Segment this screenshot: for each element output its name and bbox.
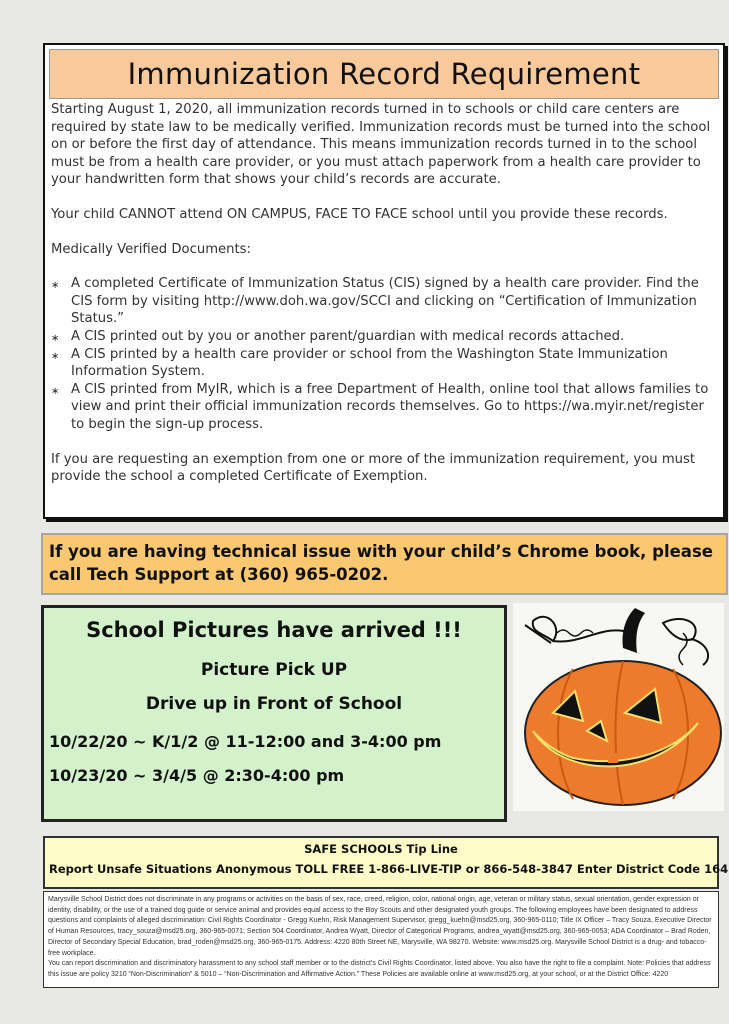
non-discrimination-notice — [43, 891, 719, 988]
pictures-drive-up: Drive up in Front of School — [145, 694, 403, 714]
jack-o-lantern-icon — [513, 603, 724, 811]
immunization-paragraph-1: Starting August 1, 2020, all immunization records turned in to schools or child care centers are required by state law to be medically verified. Immunization records must be turned into the school on or before the first day of attendance. This means immunization records turned in to the school must be from a health care provider, or you must attach paperwork from a health care provider to your handwritten form that shows your child’s records are accurate. — [51, 102, 711, 188]
list-item — [51, 381, 717, 434]
bullet-star-icon: ∗ — [51, 385, 60, 397]
list-item — [51, 275, 717, 328]
list-item-text: A CIS printed out by you or another parent/guardian with medical records attached. — [71, 328, 625, 344]
safe-schools-contact: Report Unsafe Situations Anonymous TOLL FREE 1-866-LIVE-TIP or 866-548-3847 Enter District Code 164 — [49, 862, 729, 876]
immunization-paragraph-3: If you are requesting an exemption from one or more of the immunization requirement, you must provide the school a completed Certificate of Exemption. — [51, 451, 696, 485]
immunization-section — [43, 43, 725, 519]
page-title: Immunization Record Requirement — [127, 57, 641, 91]
school-pictures-section — [41, 605, 507, 822]
documents-list — [51, 275, 717, 433]
list-item — [51, 346, 717, 381]
list-item — [51, 328, 717, 346]
pictures-date-1: 10/22/20 ~ K/1/2 @ 11-12:00 and 3-4:00 pm — [49, 732, 442, 751]
pictures-date-2: 10/23/20 ~ 3/4/5 @ 2:30-4:00 pm — [49, 766, 345, 785]
notice-paragraph-2: You can report discrimination and discriminatory harassment to any school staff member or to the district’s Civil Rights Coordinator, listed above. You also have the right to file a complaint. Note: Policies that address this issue are policy 3210 “Non-Discrimination” & 5010 – “Non-Discrimination and Affirmative Action.” These Policies are available online at www.msd25.org, at your school, or at the District Office: 4220 — [48, 960, 711, 978]
notice-paragraph-1: Marysville School District does not discriminate in any programs or activities on the basis of sex, race, creed, religion, color, national origin, age, veteran or military status, sexual orientation, gender expression or identity, disability, or the use of a trained dog guide or service animal and provides equal access to the Boy Scouts and other designated youth groups. The following employees have been designated to address questions and complaints of alleged discrimination: Civil Rights Coordinator - Gregg Kuehn, Risk Management Supervisor, gregg_kuehn@msd25.org, 360-965-0110; Title IX Officer – Tracy Souza, Executive Director of Human Resources, tracy_souza@msd25.org, 360-965-0071; Section 504 Coordinator, Andrea Wyatt, Director of Categorical Programs, andrea_wyatt@msd25.org, 360-965-0053; ADA Coordinator – Brad Roden, Director of Secondary Special Education, brad_roden@msd25.org, 360-965-0175. Address: 4220 80th Street NE, Marysville, WA 98270. Website: www.msd25.org. Marysville School District is a drug- and tobacco-free workplace. — [48, 896, 712, 957]
bullet-star-icon: ∗ — [51, 350, 60, 362]
pictures-pickup: Picture Pick UP — [200, 660, 348, 680]
pictures-headline: School Pictures have arrived !!! — [86, 618, 462, 642]
documents-heading: Medically Verified Documents: — [51, 241, 251, 257]
bullet-star-icon: ∗ — [51, 332, 60, 344]
immunization-title-bar — [49, 49, 719, 99]
list-item-text: A completed Certificate of Immunization Status (CIS) signed by a health care provider. Find the CIS form by visiting http://www.doh.wa.gov/SCCI and clicking on “Certification of Immunization Status.” — [71, 276, 699, 327]
immunization-body — [51, 101, 717, 503]
tech-support-banner — [41, 533, 728, 595]
safe-schools-tip-line — [43, 836, 729, 889]
list-item-text: A CIS printed by a health care provider or school from the Washington State Immunization Information System. — [71, 346, 668, 380]
tech-support-text: If you are having technical issue with your child’s Chrome book, please call Tech Support at (360) 965-0202. — [49, 542, 713, 584]
safe-schools-title: SAFE SCHOOLS Tip Line — [304, 842, 458, 856]
jack-o-lantern-image — [513, 603, 724, 811]
immunization-paragraph-2: Your child CANNOT attend ON CAMPUS, FACE TO FACE school until you provide these records. — [51, 206, 668, 222]
list-item-text: A CIS printed from MyIR, which is a free Department of Health, online tool that allows families to view and print their official immunization records themselves. Go to https://wa.myir.net/register to begin the sign-up process. — [71, 381, 709, 432]
bullet-star-icon: ∗ — [51, 280, 60, 292]
